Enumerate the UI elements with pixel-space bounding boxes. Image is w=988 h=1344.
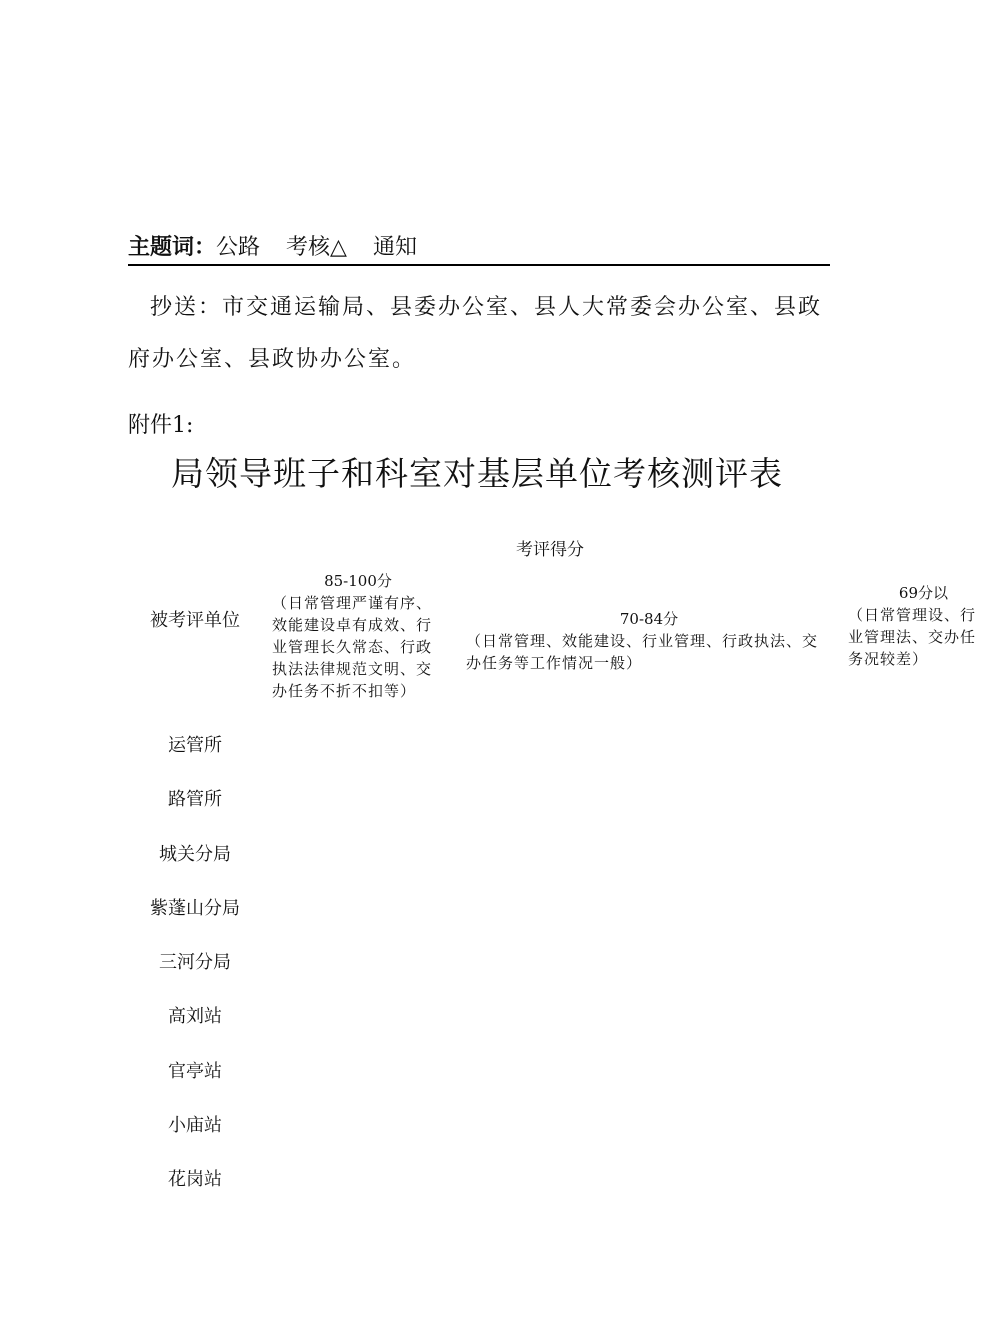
attachment-label: 附件1: (128, 413, 194, 438)
unit-row: 紫蓬山分局 (150, 897, 240, 919)
unit-row: 花岗站 (168, 1169, 222, 1191)
cc-text: 抄送：市交通运输局、县委办公室、县人大常委会办公室、县政府办公室、县政协办公室。 (128, 295, 823, 372)
score-band-average (466, 608, 832, 674)
unit-list (140, 732, 250, 1221)
unit-row: 路管所 (168, 789, 222, 811)
unit-row: 三河分局 (159, 952, 231, 974)
band-score: 70-84分 (619, 610, 679, 628)
subject-label: 主题词： (128, 235, 217, 260)
unit-row: 运管所 (168, 735, 222, 756)
band-score: 69分以 (898, 584, 948, 602)
cc-paragraph (128, 282, 828, 386)
score-header: 考评得分 (516, 540, 584, 560)
unit-column-header: 被考评单位 (150, 610, 240, 631)
band-score: 85-100分 (324, 572, 392, 590)
unit-row: 官亭站 (168, 1060, 222, 1082)
band-description: （日常管理严谨有序、效能建设卓有成效、行业管理长久常态、行政执法法律规范文明、交办任务不折不扣等） (272, 594, 433, 700)
form-title: 局领导班子和科室对基层单位考核测评表 (171, 454, 783, 493)
subject-keyword: 通知 (372, 235, 417, 260)
band-description: （日常管理设、行业管理法、交办任务况较差） (848, 606, 977, 668)
unit-row: 小庙站 (168, 1115, 222, 1137)
unit-row: 城关分局 (159, 843, 231, 865)
subject-keyword: 考核△ (286, 235, 347, 260)
score-band-poor (848, 582, 988, 670)
band-description: （日常管理、效能建设、行业管理、行政执法、交办任务等工作情况一般） (466, 632, 819, 672)
subject-keywords-line (128, 234, 830, 266)
unit-row: 高刘站 (168, 1006, 222, 1028)
score-band-excellent (272, 570, 444, 702)
subject-keyword: 公路 (216, 235, 261, 260)
